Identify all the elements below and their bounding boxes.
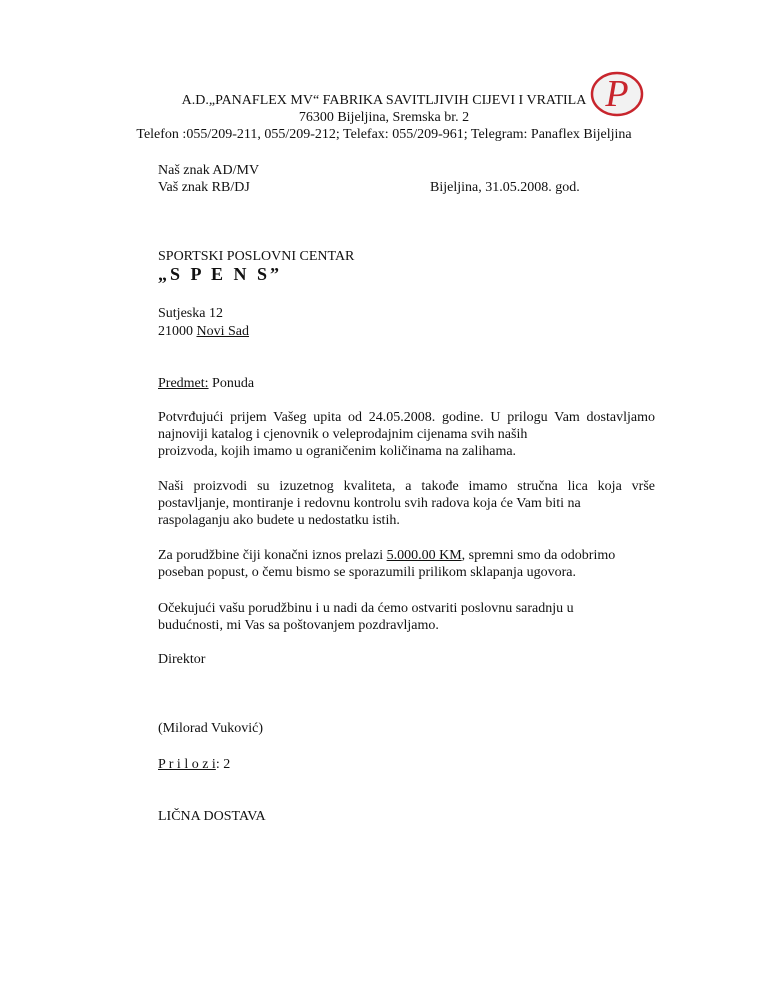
attachments-count: : 2 bbox=[215, 757, 231, 772]
paragraph-3 bbox=[158, 547, 655, 581]
attachments-line bbox=[158, 756, 230, 773]
recipient-city: Novi Sad bbox=[196, 324, 249, 339]
recipient-city-line bbox=[158, 323, 249, 340]
signatory-title: Direktor bbox=[158, 652, 206, 667]
recipient-organization: SPORTSKI POSLOVNI CENTAR bbox=[158, 249, 355, 264]
subject-value: Ponuda bbox=[208, 376, 255, 391]
paragraph-4-text: Očekujući vašu porudžbinu i u nadi da ćemo ostvariti poslovnu saradnju u bbox=[158, 601, 574, 616]
delivery-note: LIČNA DOSTAVA bbox=[158, 809, 266, 824]
paragraph-4-last-line: budućnosti, mi Vas sa poštovanjem pozdravljamo. bbox=[158, 618, 439, 633]
paragraph-3-last-line: poseban popust, o čemu bismo se sporazumili prilikom sklapanja ugovora. bbox=[158, 565, 576, 580]
paragraph-1-last-line: proizvoda, kojih imamo u ograničenim količinama na zalihama. bbox=[158, 444, 517, 459]
subject-line bbox=[158, 375, 254, 392]
paragraph-2 bbox=[158, 478, 655, 529]
paragraph-2-last-line: raspolaganju ako budete u nedostatku istih. bbox=[158, 513, 400, 528]
company-contacts: Telefon :055/209-211, 055/209-212; Telefax: 055/209-961; Telegram: Panaflex Bijeljina bbox=[136, 127, 632, 142]
your-reference: Vaš znak RB/DJ bbox=[158, 180, 250, 195]
our-reference: Naš znak AD/MV bbox=[158, 163, 260, 178]
paragraph-3-text-end: , spremni smo da odobrimo bbox=[461, 548, 616, 563]
paragraph-4 bbox=[158, 600, 655, 634]
company-logo bbox=[590, 70, 644, 118]
recipient-postcode: 21000 bbox=[158, 324, 197, 339]
company-name: A.D.„PANAFLEX MV“ FABRIKA SAVITLJIVIH CIJEVI I VRATILA bbox=[181, 93, 587, 108]
recipient-name: „S P E N S” bbox=[158, 264, 283, 284]
paragraph-1-text: Potvrđujući prijem Vašeg upita od 24.05.2008. godine. U prilogu Vam dostavljamo najnoviji katalog i cjenovnik o veleprodajnim cijenama svih naših bbox=[158, 410, 655, 442]
company-address: 76300 Bijeljina, Sremska br. 2 bbox=[298, 110, 470, 125]
attachments-label: P r i l o z i bbox=[158, 757, 216, 772]
paragraph-3-text: Za porudžbine čiji konačni iznos prelazi bbox=[158, 548, 387, 563]
recipient-street: Sutjeska 12 bbox=[158, 306, 223, 321]
subject-label: Predmet: bbox=[158, 376, 209, 391]
signatory-name: (Milorad Vuković) bbox=[158, 721, 264, 736]
paragraph-2-text: Naši proizvodi su izuzetnog kvaliteta, a takođe imamo stručna lica koja vrše postavljanje, montiranje i redovnu kontrolu svih radova koja će Vam biti na bbox=[158, 479, 655, 511]
letter-date: Bijeljina, 31.05.2008. god. bbox=[430, 180, 580, 195]
order-amount: 5.000.00 KM bbox=[386, 548, 462, 563]
logo-letter: P bbox=[605, 73, 629, 115]
paragraph-1 bbox=[158, 409, 655, 460]
